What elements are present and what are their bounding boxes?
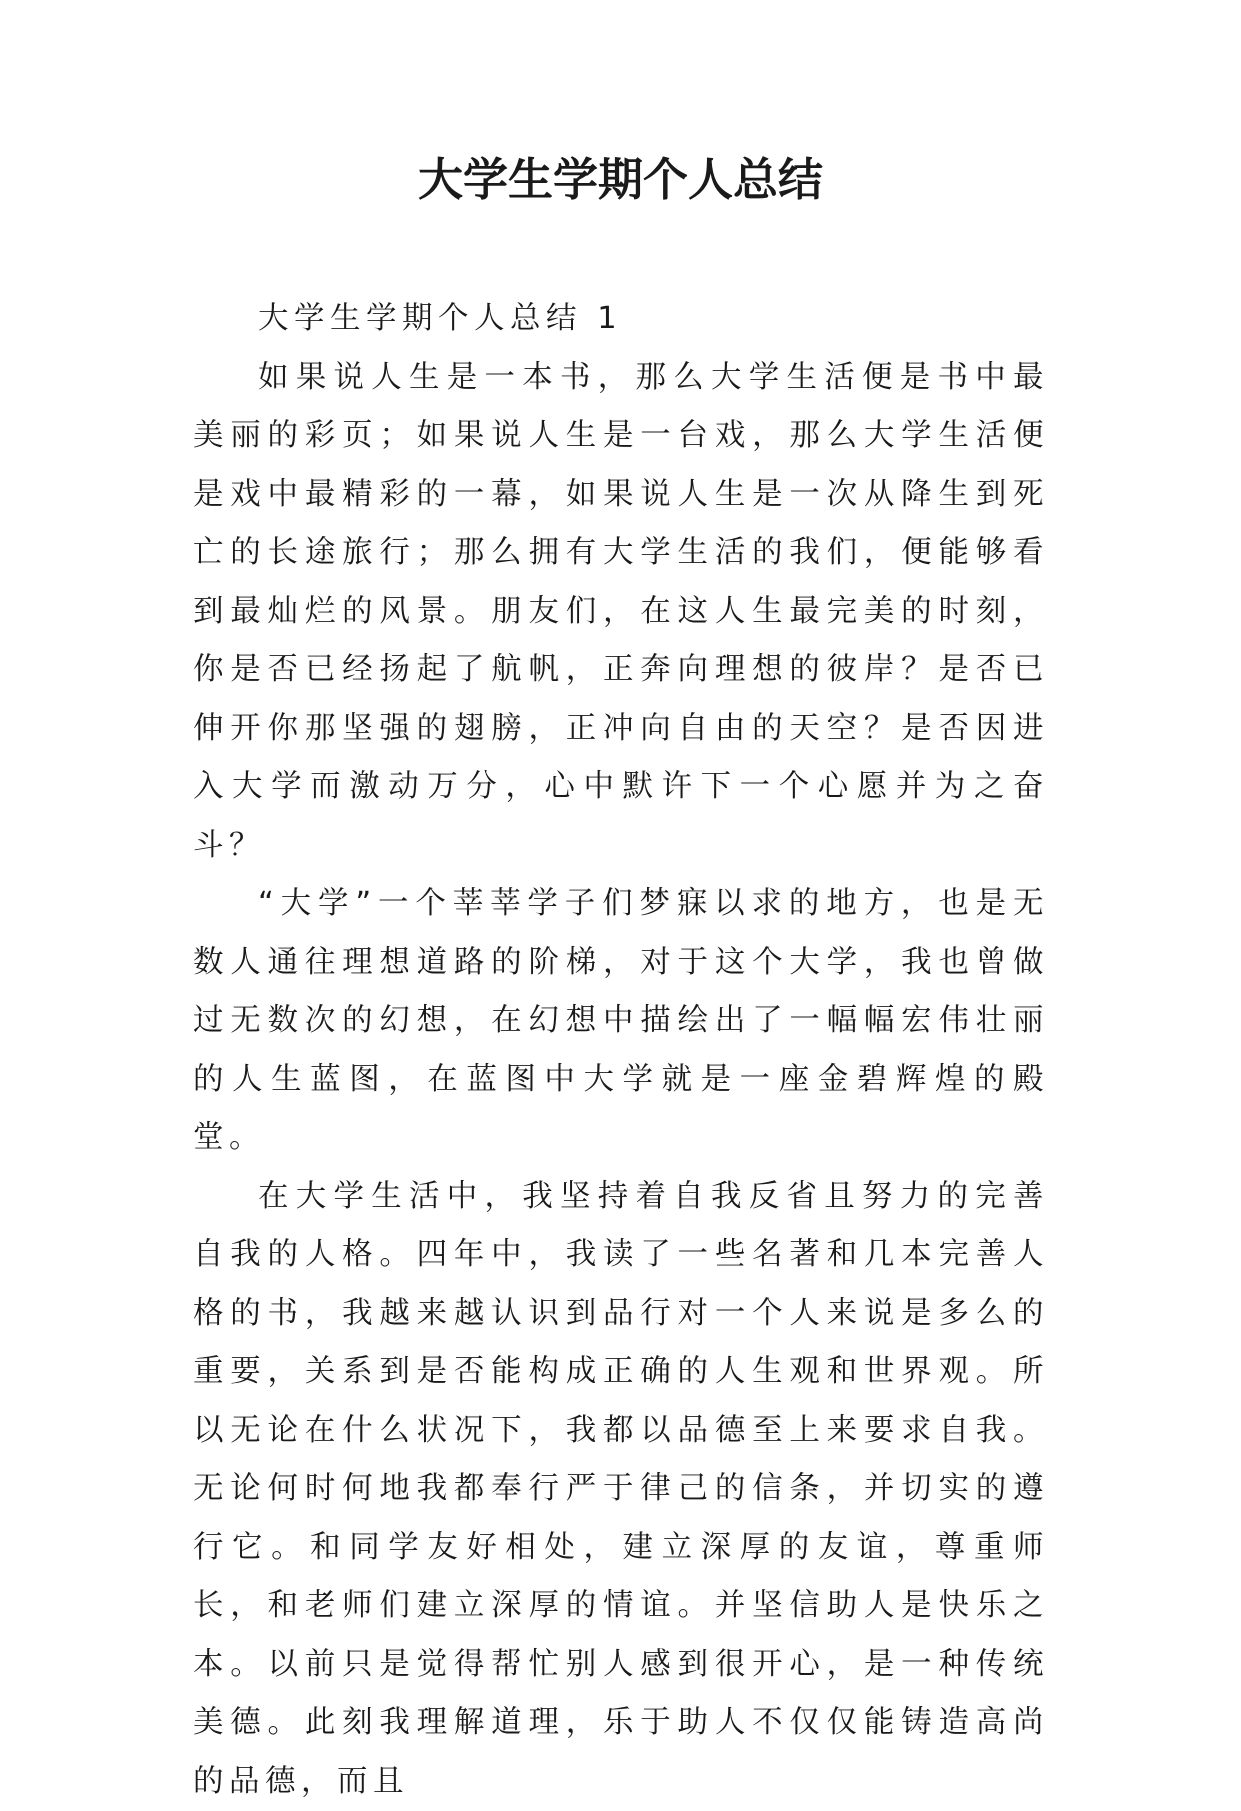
document-body — [193, 290, 1049, 1811]
paragraph-3: 在大学生活中，我坚持着自我反省且努力的完善自我的人格。四年中，我读了一些名著和几本完善人格的书，我越来越认识到品行对一个人来说是多么的重要，关系到是否能构成正确的人生观和世界观。所以无论在什么状况下，我都以品德至上来要求自我。无论何时何地我都奉行严于律己的信条，并切实的遵行它。和同学友好相处，建立深厚的友谊，尊重师长，和老师们建立深厚的情谊。并坚信助人是快乐之本。以前只是觉得帮忙别人感到很开心，是一种传统美德。此刻我理解道理，乐于助人不仅仅能铸造高尚的品德，而且 — [193, 1168, 1049, 1811]
section-heading: 大学生学期个人总结 1 — [193, 290, 1049, 349]
paragraph-2: “大学”一个莘莘学子们梦寐以求的地方，也是无数人通往理想道路的阶梯，对于这个大学，我也曾做过无数次的幻想，在幻想中描绘出了一幅幅宏伟壮丽的人生蓝图，在蓝图中大学就是一座金碧辉煌的殿堂。 — [193, 875, 1049, 1168]
document-title: 大学生学期个人总结 — [0, 150, 1241, 210]
paragraph-1: 如果说人生是一本书，那么大学生活便是书中最美丽的彩页；如果说人生是一台戏，那么大学生活便是戏中最精彩的一幕，如果说人生是一次从降生到死亡的长途旅行；那么拥有大学生活的我们，便能够看到最灿烂的风景。朋友们，在这人生最完美的时刻，你是否已经扬起了航帆，正奔向理想的彼岸？是否已伸开你那坚强的翅膀，正冲向自由的天空？是否因进入大学而激动万分，心中默许下一个心愿并为之奋斗？ — [193, 349, 1049, 876]
